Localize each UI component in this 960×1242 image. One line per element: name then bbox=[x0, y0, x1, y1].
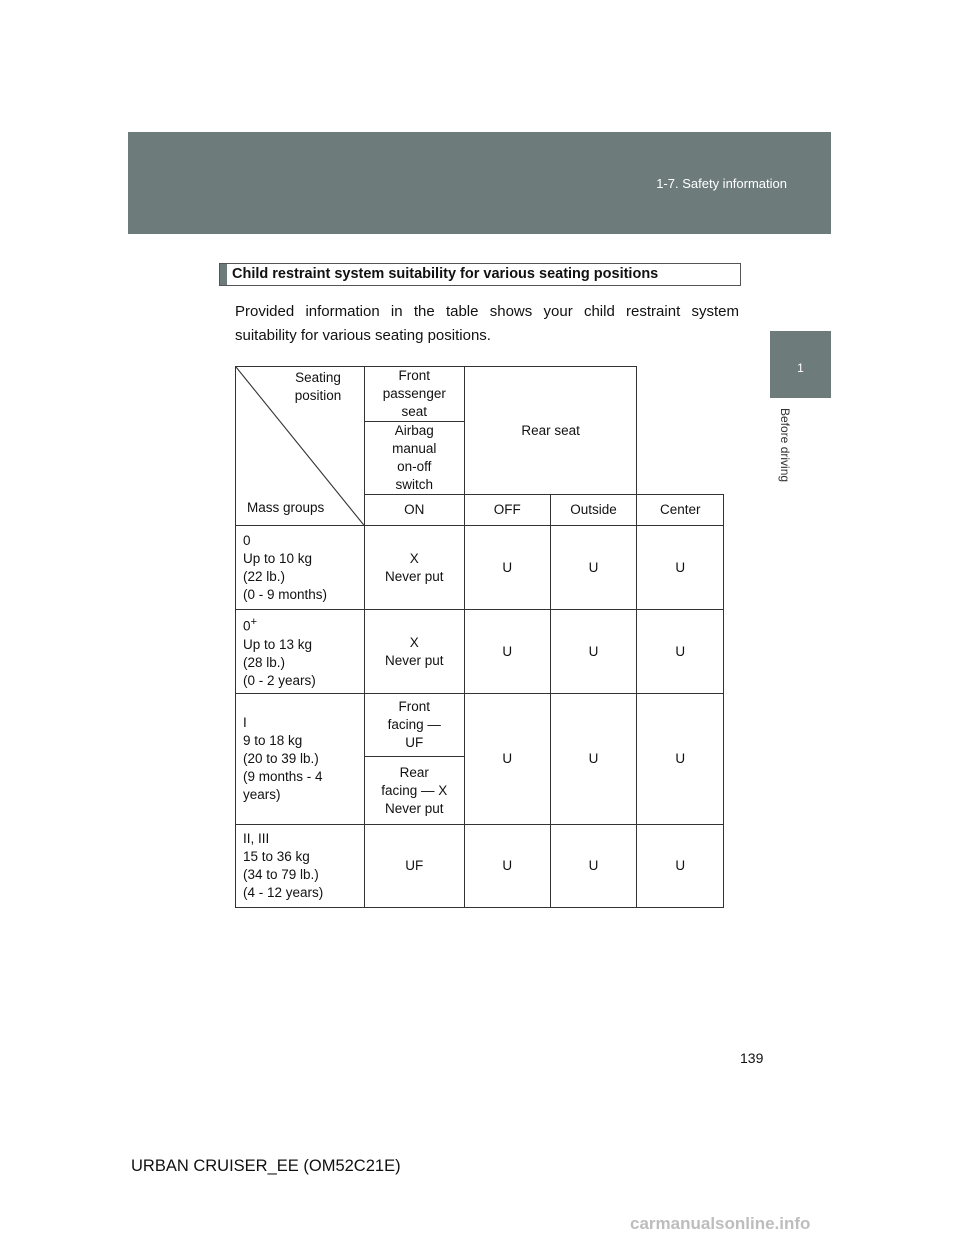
page-number: 139 bbox=[740, 1050, 764, 1066]
col-header-center: Center bbox=[637, 495, 724, 526]
table-row bbox=[236, 526, 724, 610]
table-corner-header bbox=[236, 367, 365, 526]
chapter-label bbox=[778, 408, 808, 498]
front-off-cell: U bbox=[464, 610, 550, 694]
rear-facing-cell: Rear facing — X Never put bbox=[364, 757, 464, 825]
suitability-table bbox=[235, 366, 724, 908]
rear-outside-cell: U bbox=[550, 825, 637, 908]
rear-outside-cell: U bbox=[550, 694, 637, 825]
seating-position-label: Seating position bbox=[294, 370, 342, 403]
title-accent-bar bbox=[220, 264, 227, 285]
rear-outside-cell: U bbox=[550, 526, 637, 610]
mass-group-cell: 0 Up to 10 kg (22 lb.) (0 - 9 months) bbox=[236, 526, 365, 610]
chapter-label-text: Before driving bbox=[778, 408, 792, 483]
col-header-outside: Outside bbox=[550, 495, 637, 526]
rear-center-cell: U bbox=[637, 825, 724, 908]
front-on-cell: X Never put bbox=[364, 610, 464, 694]
mass-group-cell bbox=[236, 610, 365, 694]
front-on-cell: X Never put bbox=[364, 526, 464, 610]
model-code: URBAN CRUISER_EE (OM52C21E) bbox=[131, 1157, 401, 1175]
rear-center-cell: U bbox=[637, 694, 724, 825]
col-header-on: ON bbox=[364, 495, 464, 526]
watermark: carmanualsonline.info bbox=[630, 1214, 811, 1233]
rear-center-cell: U bbox=[637, 610, 724, 694]
airbag-switch-header: Airbag manual on-off switch bbox=[364, 422, 464, 495]
section-title: Child restraint system suitability for various seating positions bbox=[232, 266, 659, 282]
mass-group-superscript: + bbox=[250, 616, 258, 629]
front-facing-cell: Front facing — UF bbox=[364, 694, 464, 757]
front-passenger-seat-header: Front passenger seat bbox=[364, 367, 464, 422]
table-row bbox=[236, 825, 724, 908]
chapter-number: 1 bbox=[797, 361, 804, 375]
front-off-cell: U bbox=[464, 825, 550, 908]
front-on-cell: UF bbox=[364, 825, 464, 908]
col-header-off: OFF bbox=[464, 495, 550, 526]
table-row bbox=[236, 610, 724, 694]
mass-group-cell: I 9 to 18 kg (20 to 39 lb.) (9 months - 4 years) bbox=[236, 694, 365, 825]
front-off-cell: U bbox=[464, 694, 550, 825]
section-title-box bbox=[219, 263, 741, 286]
table-row bbox=[236, 694, 724, 757]
mass-groups-label: Mass groups bbox=[247, 500, 325, 515]
mass-group-base: 0 bbox=[243, 618, 251, 634]
rear-seat-header: Rear seat bbox=[464, 367, 637, 495]
intro-paragraph: Provided information in the table shows your child restraint system suitability for various seating positions. bbox=[235, 303, 739, 344]
mass-group-cell: II, III 15 to 36 kg (34 to 79 lb.) (4 - 12 years) bbox=[236, 825, 365, 908]
mass-group-detail: Up to 13 kg (28 lb.) (0 - 2 years) bbox=[243, 636, 316, 688]
rear-center-cell: U bbox=[637, 526, 724, 610]
header-band bbox=[128, 132, 831, 234]
section-header: 1-7. Safety information bbox=[656, 176, 787, 191]
chapter-tab bbox=[770, 331, 831, 398]
rear-outside-cell: U bbox=[550, 610, 637, 694]
front-off-cell: U bbox=[464, 526, 550, 610]
